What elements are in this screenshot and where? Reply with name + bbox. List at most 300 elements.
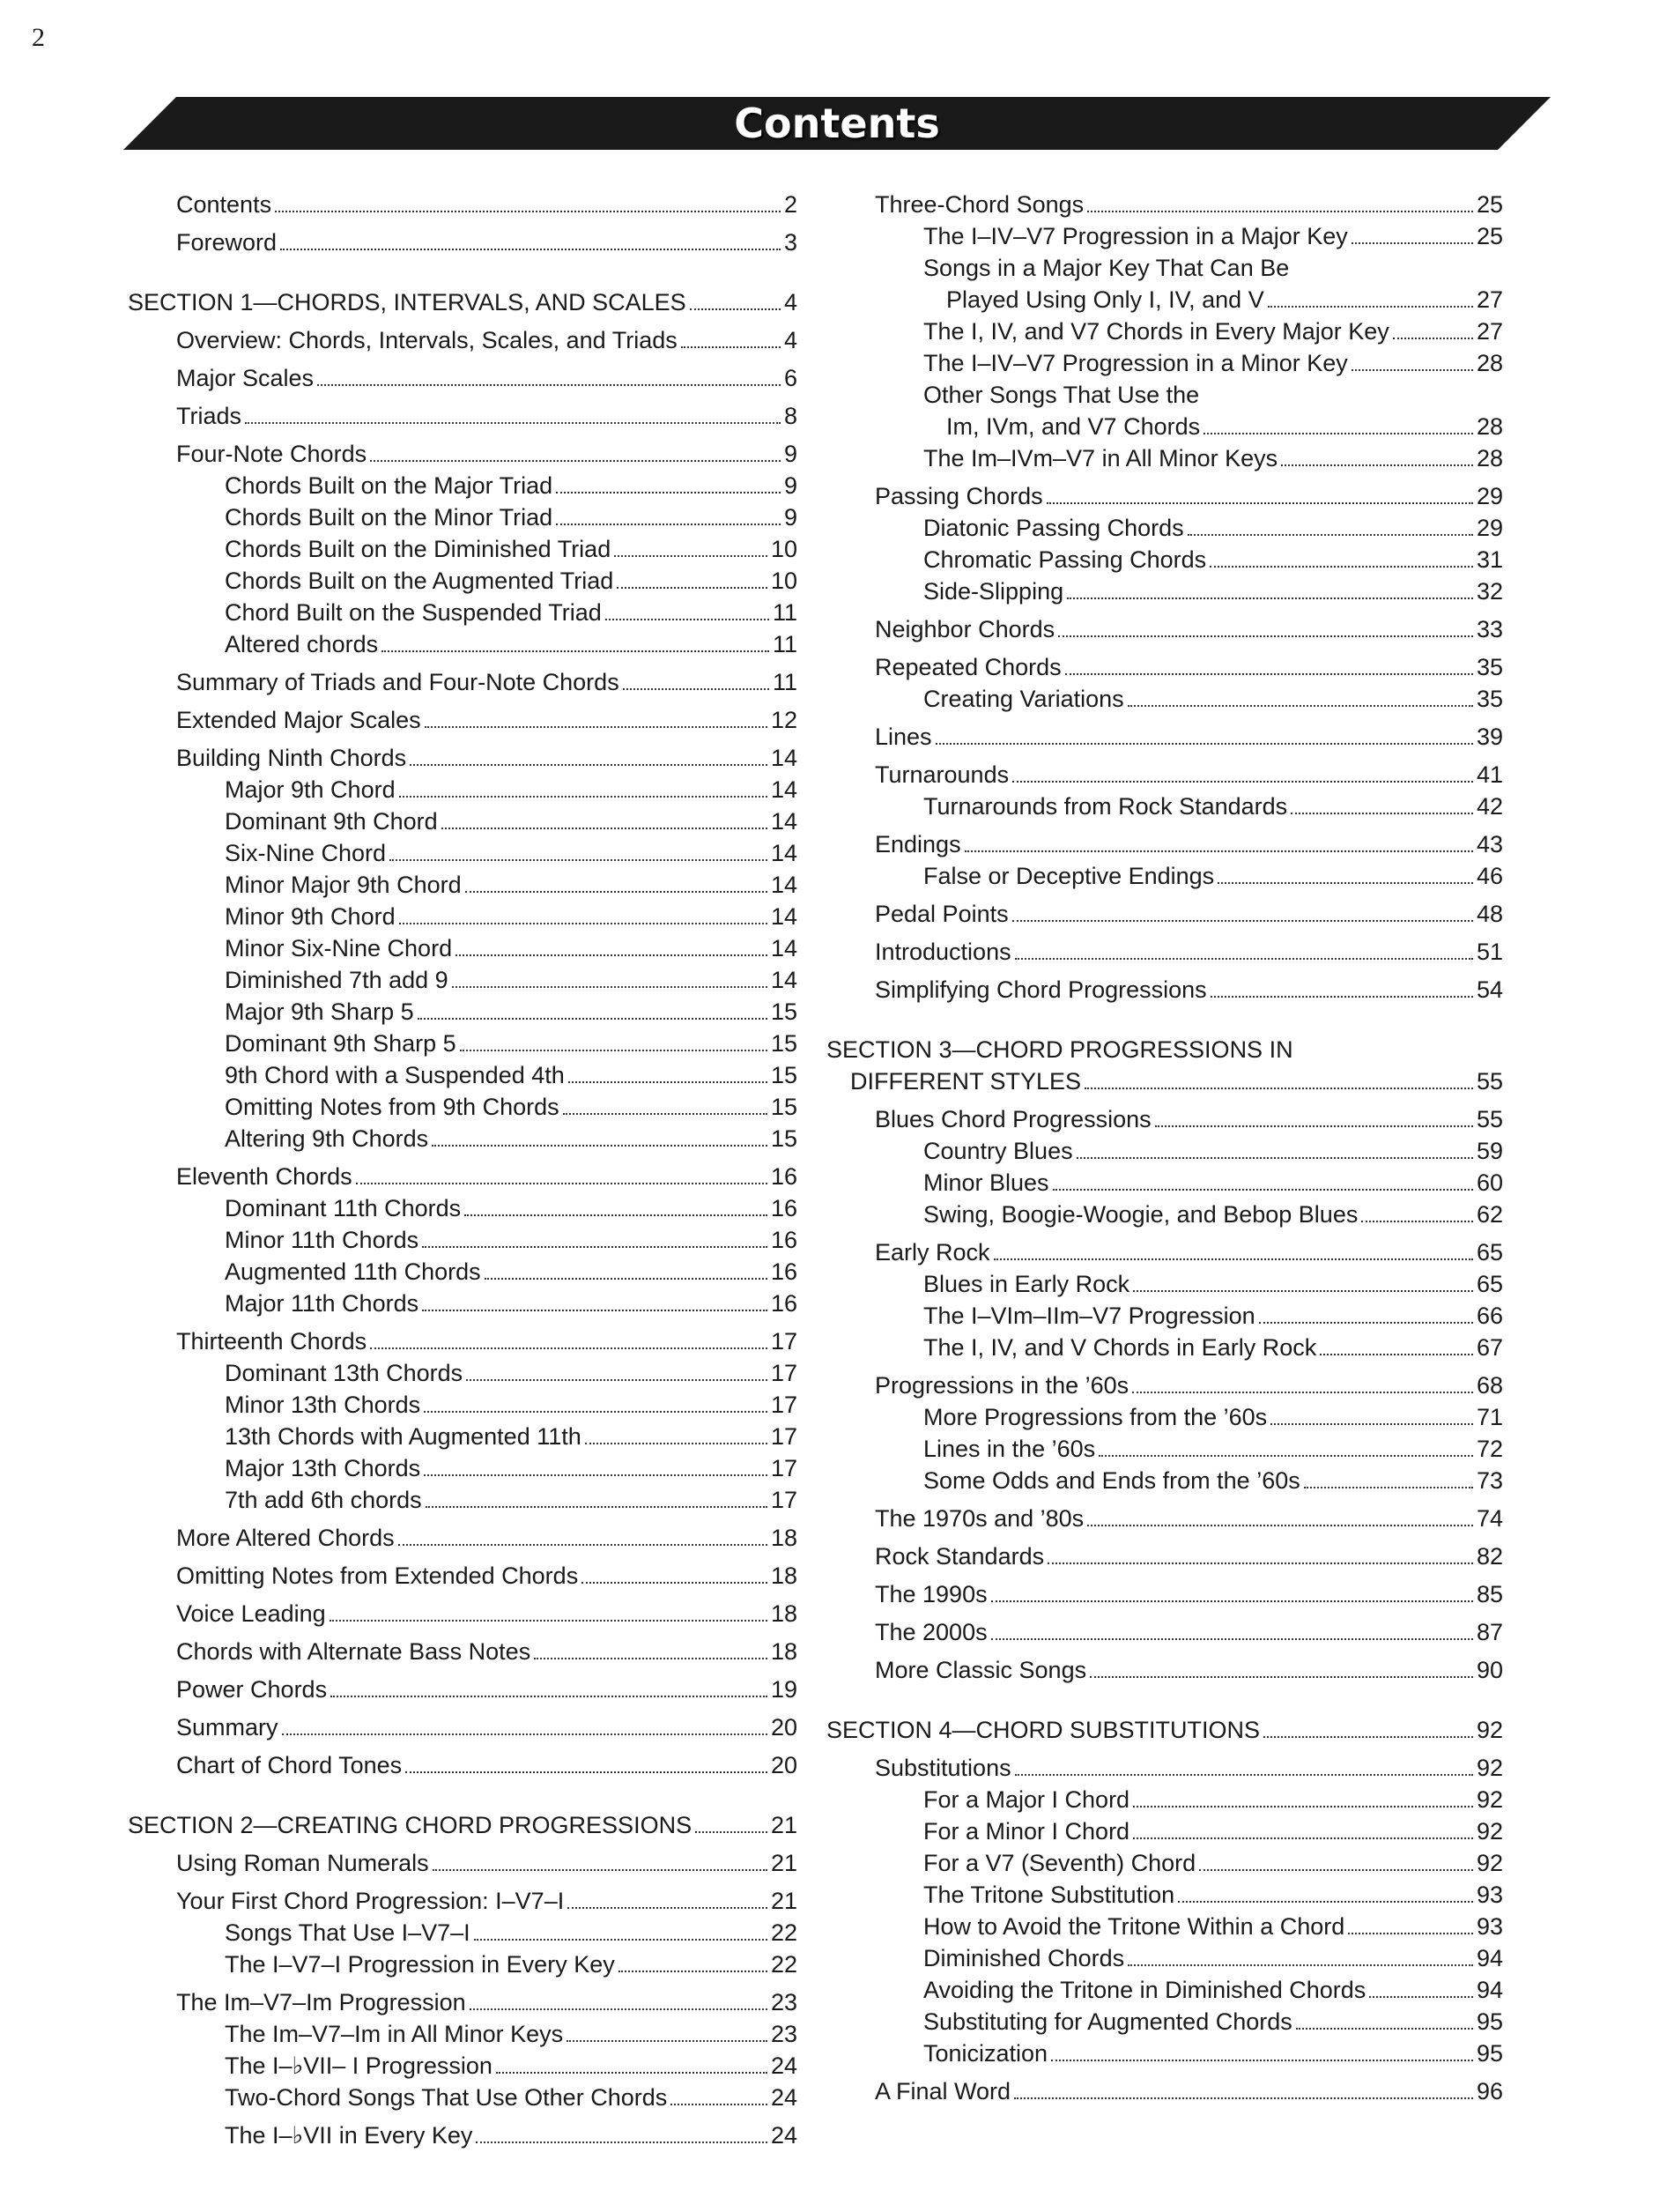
toc-page-number: 16 <box>770 1290 797 1317</box>
toc-page-number: 17 <box>770 1360 797 1386</box>
toc-entry[interactable] <box>826 1199 1503 1230</box>
dot-leader <box>605 619 769 620</box>
toc-page-number: 21 <box>770 1850 797 1876</box>
toc-entry[interactable] <box>826 480 1503 512</box>
dot-leader <box>422 1310 767 1311</box>
toc-entry[interactable] <box>826 936 1503 968</box>
toc-entry[interactable] <box>128 901 797 932</box>
toc-entry[interactable] <box>826 379 1503 411</box>
toc-entry[interactable] <box>826 613 1503 645</box>
toc-entry-title: Six-Nine Chord <box>225 840 387 866</box>
dot-leader <box>1012 781 1473 783</box>
toc-entry[interactable] <box>826 683 1503 715</box>
toc-entry-title: Diatonic Passing Chords <box>923 515 1184 541</box>
toc-entry[interactable] <box>826 1578 1503 1610</box>
dot-leader <box>1090 1676 1473 1678</box>
toc-entry[interactable] <box>128 1224 797 1256</box>
toc-entry-title: Lines <box>875 724 932 750</box>
toc-page-number: 95 <box>1476 2040 1503 2067</box>
toc-entry[interactable] <box>128 1028 797 1059</box>
toc-entry[interactable] <box>826 2075 1503 2107</box>
toc-entry[interactable] <box>826 1503 1503 1534</box>
toc-entry[interactable] <box>128 1421 797 1452</box>
toc-entry-title: Major 11th Chords <box>225 1290 419 1317</box>
toc-page-number: 29 <box>1476 483 1503 509</box>
toc-entry-title: Summary <box>176 1714 278 1741</box>
toc-entry-title: Side-Slipping <box>923 578 1064 605</box>
toc-entry[interactable] <box>128 932 797 964</box>
toc-entry[interactable] <box>128 1256 797 1288</box>
toc-entry[interactable] <box>128 2119 797 2151</box>
toc-entry-title: Omitting Notes from 9th Chords <box>225 1094 559 1120</box>
toc-entry[interactable] <box>128 1986 797 2018</box>
dot-leader <box>282 1733 767 1735</box>
dot-leader <box>994 1258 1473 1260</box>
toc-entry[interactable] <box>826 1300 1503 1332</box>
toc-page-number: 11 <box>772 669 797 695</box>
toc-entry-title: Major 9th Chord <box>225 776 396 803</box>
toc-entry-title: Tonicization <box>923 2040 1048 2067</box>
toc-entry-title: SECTION 4—CHORD SUBSTITUTIONS <box>826 1717 1261 1743</box>
toc-entry-title: The 2000s <box>875 1619 988 1645</box>
dot-leader <box>1053 1189 1473 1191</box>
toc-page-number: 17 <box>770 1392 797 1418</box>
toc-page-number: 35 <box>1476 686 1503 712</box>
toc-entry[interactable] <box>826 1847 1503 1879</box>
dot-leader <box>1210 566 1473 568</box>
toc-entry[interactable] <box>826 1911 1503 1942</box>
toc-entry[interactable] <box>128 400 797 432</box>
toc-entry[interactable] <box>826 974 1503 1006</box>
dot-leader <box>275 211 781 212</box>
toc-entry-title: The Tritone Substitution <box>923 1882 1175 1908</box>
dot-leader <box>1015 958 1473 960</box>
toc-entry-title: Chords Built on the Diminished Triad <box>225 536 611 562</box>
toc-entry[interactable] <box>826 1974 1503 2006</box>
dot-leader <box>485 1278 767 1280</box>
toc-entry-title: Turnarounds <box>875 761 1010 788</box>
toc-page-number: 60 <box>1476 1169 1503 1196</box>
toc-entry-title: For a V7 (Seventh) Chord <box>923 1850 1196 1876</box>
dot-leader <box>936 743 1473 745</box>
toc-entry[interactable] <box>826 721 1503 753</box>
toc-page-number: 9 <box>783 441 797 467</box>
toc-entry-title: SECTION 1—CHORDS, INTERVALS, AND SCALES <box>128 289 686 315</box>
toc-entry-title: The I–♭VII– I Progression <box>225 2052 493 2079</box>
toc-entry[interactable] <box>128 1674 797 1705</box>
toc-page-number: 28 <box>1476 350 1503 376</box>
toc-page-number: 14 <box>770 840 797 866</box>
toc-entry-title: Dominant 13th Chords <box>225 1360 463 1386</box>
toc-entry[interactable] <box>826 284 1503 315</box>
toc-entry-title: Extended Major Scales <box>176 707 421 733</box>
toc-entry[interactable] <box>128 704 797 736</box>
toc-entry[interactable] <box>128 1452 797 1484</box>
toc-entry[interactable] <box>826 1540 1503 1572</box>
toc-section-heading[interactable] <box>128 286 797 318</box>
toc-entry[interactable] <box>826 1433 1503 1465</box>
dot-leader <box>1218 882 1473 884</box>
toc-entry-title: Dominant 9th Chord <box>225 808 438 835</box>
toc-entry[interactable] <box>826 575 1503 607</box>
toc-entry-title: Omitting Notes from Extended Chords <box>176 1563 579 1589</box>
toc-entry[interactable] <box>826 252 1503 284</box>
dot-leader <box>556 492 781 494</box>
dot-leader <box>1047 502 1473 504</box>
dot-leader <box>370 1347 767 1349</box>
toc-entry[interactable] <box>128 1917 797 1948</box>
toc-entry[interactable] <box>826 1103 1503 1135</box>
toc-entry-title: 7th add 6th chords <box>225 1487 422 1513</box>
dot-leader <box>1067 598 1473 599</box>
dot-leader <box>1085 1087 1473 1089</box>
toc-entry[interactable] <box>128 2082 797 2113</box>
toc-entry-title: The Im–V7–Im in All Minor Keys <box>225 2021 564 2047</box>
toc-entry-title: Using Roman Numerals <box>176 1850 429 1876</box>
toc-section-heading[interactable] <box>826 1714 1503 1746</box>
toc-page-number: 28 <box>1476 413 1503 440</box>
toc-entry[interactable] <box>128 1885 797 1917</box>
toc-page-number: 16 <box>770 1227 797 1253</box>
toc-page-number: 12 <box>770 707 797 733</box>
toc-entry[interactable] <box>826 442 1503 474</box>
toc-entry-title: Im, IVm, and V7 Chords <box>946 413 1201 440</box>
toc-entry-title: Altering 9th Chords <box>225 1125 429 1152</box>
toc-entry-title: For a Minor I Chord <box>923 1818 1130 1845</box>
toc-entry[interactable] <box>128 1560 797 1592</box>
toc-entry[interactable] <box>128 869 797 901</box>
toc-page-number: 18 <box>770 1600 797 1627</box>
toc-entry[interactable] <box>128 324 797 356</box>
toc-page-number: 10 <box>770 536 797 562</box>
toc-page-number: 29 <box>1476 515 1503 541</box>
toc-page-number: 16 <box>770 1195 797 1221</box>
toc-entry[interactable] <box>128 1357 797 1389</box>
toc-entry-title: Four-Note Chords <box>176 441 367 467</box>
page-title: Contents <box>734 100 940 147</box>
toc-entry[interactable] <box>826 1268 1503 1300</box>
toc-entry-title: Country Blues <box>923 1138 1073 1164</box>
toc-entry-title: Eleventh Chords <box>176 1163 352 1190</box>
toc-page-number: 43 <box>1476 831 1503 857</box>
toc-entry[interactable] <box>128 501 797 533</box>
dot-leader <box>317 384 781 386</box>
toc-entry-title: Blues in Early Rock <box>923 1271 1130 1297</box>
dot-leader <box>534 1658 767 1659</box>
toc-page-number: 92 <box>1476 1717 1503 1743</box>
toc-entry[interactable] <box>128 1059 797 1091</box>
toc-entry[interactable] <box>128 533 797 565</box>
toc-entry[interactable] <box>128 226 797 258</box>
toc-entry[interactable] <box>826 1401 1503 1433</box>
toc-entry-title: Passing Chords <box>875 483 1043 509</box>
toc-entry-title: More Altered Chords <box>176 1525 395 1551</box>
toc-entry[interactable] <box>128 1192 797 1224</box>
toc-entry[interactable] <box>128 1091 797 1123</box>
toc-entry-title: Major 9th Sharp 5 <box>225 998 414 1025</box>
toc-page-number: 15 <box>770 1094 797 1120</box>
toc-entry[interactable] <box>826 512 1503 544</box>
toc-entry[interactable] <box>128 1484 797 1516</box>
toc-entry[interactable] <box>128 189 797 220</box>
dot-leader <box>496 2072 767 2074</box>
toc-page-number: 23 <box>770 1989 797 2015</box>
toc-entry[interactable] <box>128 1711 797 1743</box>
dot-leader <box>1204 433 1473 434</box>
dot-leader <box>1263 1736 1473 1738</box>
toc-entry[interactable] <box>826 315 1503 347</box>
toc-page-number: 14 <box>770 935 797 961</box>
toc-entry-title: The 1990s <box>875 1581 988 1607</box>
toc-entry-title: Chart of Chord Tones <box>176 1752 403 1778</box>
toc-page-number: 35 <box>1476 654 1503 680</box>
toc-entry-title: How to Avoid the Tritone Within a Chord <box>923 1913 1345 1940</box>
toc-page-number: 14 <box>770 776 797 803</box>
dot-leader <box>441 828 767 829</box>
dot-leader <box>1133 1290 1473 1292</box>
dot-leader <box>585 1443 767 1444</box>
toc-entry[interactable] <box>128 362 797 394</box>
toc-entry-title: Thirteenth Chords <box>176 1328 367 1355</box>
dot-leader <box>476 2141 767 2143</box>
toc-page-number: 96 <box>1476 2078 1503 2104</box>
toc-page-number: 93 <box>1476 1913 1503 1940</box>
toc-entry[interactable] <box>826 347 1503 379</box>
toc-entry[interactable] <box>128 438 797 470</box>
toc-entry[interactable] <box>128 628 797 660</box>
toc-page-number: 67 <box>1476 1334 1503 1361</box>
toc-entry-title: Repeated Chords <box>875 654 1062 680</box>
toc-entry[interactable] <box>128 1325 797 1357</box>
toc-entry-title: Two-Chord Songs That Use Other Chords <box>225 2084 668 2111</box>
toc-page-number: 24 <box>770 2052 797 2079</box>
toc-page-number: 14 <box>770 872 797 898</box>
dot-leader <box>1259 1322 1473 1324</box>
toc-page-number: 39 <box>1476 724 1503 750</box>
toc-entry[interactable] <box>128 742 797 774</box>
dot-leader <box>1393 338 1473 339</box>
dot-leader <box>991 1638 1473 1640</box>
toc-page-number: 9 <box>783 472 797 499</box>
toc-entry[interactable] <box>826 759 1503 791</box>
dot-leader <box>1320 1354 1473 1355</box>
dot-leader <box>1281 464 1473 466</box>
toc-entry-title: Pedal Points <box>875 901 1009 927</box>
toc-entry[interactable] <box>128 565 797 597</box>
toc-entry-title: 13th Chords with Augmented 11th <box>225 1423 581 1450</box>
toc-entry[interactable] <box>826 860 1503 892</box>
toc-page-number: 32 <box>1476 578 1503 605</box>
toc-entry[interactable] <box>826 1942 1503 1974</box>
dot-leader <box>465 891 767 893</box>
toc-entry-title: More Progressions from the ’60s <box>923 1404 1268 1430</box>
toc-entry[interactable] <box>128 837 797 869</box>
toc-page-number: 27 <box>1476 318 1503 345</box>
toc-entry-title: Progressions in the ’60s <box>875 1372 1129 1399</box>
dot-leader <box>965 850 1473 852</box>
dot-leader <box>433 1869 767 1871</box>
dot-leader <box>681 346 781 348</box>
toc-entry[interactable] <box>826 1332 1503 1363</box>
toc-page-number: 87 <box>1476 1619 1503 1645</box>
toc-page-number: 9 <box>783 504 797 531</box>
toc-page-number: 24 <box>770 2122 797 2149</box>
dot-leader <box>452 986 767 988</box>
toc-entry[interactable] <box>128 1636 797 1667</box>
toc-entry-title: Power Chords <box>176 1676 328 1703</box>
toc-entry-title: Dominant 11th Chords <box>225 1195 462 1221</box>
toc-entry[interactable] <box>128 666 797 698</box>
dot-leader <box>1352 369 1473 371</box>
toc-page-number: 17 <box>770 1328 797 1355</box>
toc-right-column <box>826 189 1503 2107</box>
toc-entry-title: Major 13th Chords <box>225 1455 421 1481</box>
toc-entry[interactable] <box>128 470 797 501</box>
toc-entry-title: Diminished 7th add 9 <box>225 967 448 993</box>
toc-page-number: 16 <box>770 1258 797 1285</box>
toc-entry[interactable] <box>826 411 1503 442</box>
toc-page-number: 19 <box>770 1676 797 1703</box>
toc-page-number: 55 <box>1476 1068 1503 1095</box>
toc-page-number: 17 <box>770 1423 797 1450</box>
dot-leader <box>1087 211 1473 212</box>
toc-entry-title: SECTION 3—CHORD PROGRESSIONS IN <box>826 1036 1293 1063</box>
dot-leader <box>1304 1487 1473 1488</box>
toc-entry[interactable] <box>826 2006 1503 2038</box>
toc-entry[interactable] <box>826 2038 1503 2069</box>
dot-leader <box>1099 1455 1473 1457</box>
dot-leader <box>670 2104 767 2105</box>
toc-entry[interactable] <box>826 220 1503 252</box>
toc-entry-title: Rock Standards <box>875 1543 1045 1570</box>
toc-entry-title: More Classic Songs <box>875 1657 1087 1683</box>
toc-entry[interactable] <box>128 597 797 628</box>
toc-entry-title: Chords Built on the Augmented Triad <box>225 568 614 594</box>
dot-leader <box>425 726 767 728</box>
toc-entry[interactable] <box>128 1389 797 1421</box>
dot-leader <box>426 1506 767 1508</box>
toc-entry-title: Contents <box>176 191 272 218</box>
toc-page-number: 20 <box>770 1714 797 1741</box>
dot-leader <box>470 2008 767 2010</box>
toc-page-number: 2 <box>783 191 797 218</box>
toc-entry[interactable] <box>826 898 1503 930</box>
toc-entry[interactable] <box>128 996 797 1028</box>
toc-entry-title: Played Using Only I, IV, and V <box>946 286 1264 313</box>
toc-entry[interactable] <box>128 1847 797 1879</box>
toc-entry[interactable] <box>826 1370 1503 1401</box>
toc-entry[interactable] <box>128 1522 797 1554</box>
toc-entry[interactable] <box>128 805 797 837</box>
toc-entry[interactable] <box>128 1749 797 1781</box>
toc-entry[interactable] <box>826 1465 1503 1496</box>
dot-leader <box>991 1600 1473 1602</box>
toc-entry[interactable] <box>826 1752 1503 1784</box>
toc-entry-title: Early Rock <box>875 1239 990 1266</box>
toc-entry-title: Chord Built on the Suspended Triad <box>225 599 602 626</box>
toc-section-heading[interactable] <box>826 1034 1503 1065</box>
dot-leader <box>1211 996 1473 998</box>
toc-entry[interactable] <box>826 1616 1503 1648</box>
toc-page-number: 25 <box>1476 191 1503 218</box>
dot-leader <box>398 1544 767 1546</box>
dot-leader <box>567 1907 767 1909</box>
toc-page-number: 90 <box>1476 1657 1503 1683</box>
toc-section-heading[interactable] <box>826 1065 1503 1097</box>
dot-leader <box>1155 1125 1473 1127</box>
toc-entry-title: 9th Chord with a Suspended 4th <box>225 1062 565 1088</box>
toc-entry[interactable] <box>826 1879 1503 1911</box>
dot-leader <box>1361 1221 1473 1222</box>
toc-entry[interactable] <box>128 1161 797 1192</box>
toc-entry[interactable] <box>128 1598 797 1629</box>
toc-entry-title: Swing, Boogie-Woogie, and Bebop Blues <box>923 1201 1359 1228</box>
toc-entry-title: Major Scales <box>176 365 315 391</box>
toc-entry-title: Turnarounds from Rock Standards <box>923 793 1288 820</box>
toc-page-number: 48 <box>1476 901 1503 927</box>
toc-entry[interactable] <box>128 1123 797 1154</box>
toc-page-number: 15 <box>770 1062 797 1088</box>
toc-entry-title: The Im–IVm–V7 in All Minor Keys <box>923 445 1278 471</box>
toc-page-number: 28 <box>1476 445 1503 471</box>
toc-entry[interactable] <box>826 189 1503 220</box>
toc-page-number: 11 <box>772 631 797 657</box>
toc-page-number: 68 <box>1476 1372 1503 1399</box>
toc-entry[interactable] <box>826 1784 1503 1815</box>
toc-entry[interactable] <box>826 791 1503 822</box>
toc-entry[interactable] <box>128 1948 797 1980</box>
dot-leader <box>280 249 781 250</box>
toc-page-number: 16 <box>770 1163 797 1190</box>
toc-page-number: 41 <box>1476 761 1503 788</box>
toc-section-heading[interactable] <box>128 1809 797 1841</box>
toc-entry-title: Minor 9th Chord <box>225 903 396 930</box>
toc-entry-title: Diminished Chords <box>923 1945 1125 1971</box>
toc-entry-title: Chords with Alternate Bass Notes <box>176 1638 531 1665</box>
toc-left-column <box>128 189 797 2151</box>
toc-entry[interactable] <box>826 828 1503 860</box>
toc-page-number: 94 <box>1476 1945 1503 1971</box>
toc-page-number: 21 <box>770 1812 797 1838</box>
dot-leader <box>474 1939 767 1941</box>
toc-entry[interactable] <box>826 1236 1503 1268</box>
toc-page-number: 33 <box>1476 616 1503 642</box>
toc-entry[interactable] <box>128 774 797 805</box>
toc-entry[interactable] <box>128 2018 797 2050</box>
toc-entry[interactable] <box>826 544 1503 575</box>
dot-leader <box>1051 2060 1473 2061</box>
toc-page-number: 20 <box>770 1752 797 1778</box>
toc-page-number: 72 <box>1476 1436 1503 1462</box>
toc-entry[interactable] <box>128 1288 797 1319</box>
dot-leader <box>464 1214 767 1216</box>
toc-entry-title: The I–♭VII in Every Key <box>225 2122 473 2149</box>
toc-entry[interactable] <box>826 1654 1503 1686</box>
dot-leader <box>356 1183 767 1184</box>
toc-entry[interactable] <box>128 964 797 996</box>
toc-entry[interactable] <box>826 1167 1503 1199</box>
toc-entry[interactable] <box>826 1135 1503 1167</box>
toc-entry[interactable] <box>128 2050 797 2082</box>
toc-entry[interactable] <box>826 1815 1503 1847</box>
dot-leader <box>1268 306 1473 308</box>
toc-entry[interactable] <box>826 651 1503 683</box>
toc-page-number: 59 <box>1476 1138 1503 1164</box>
toc-page-number: 93 <box>1476 1882 1503 1908</box>
dot-leader <box>1048 1563 1473 1564</box>
toc-entry-title: SECTION 2—CREATING CHORD PROGRESSIONS <box>128 1812 692 1838</box>
toc-entry-title: Chords Built on the Minor Triad <box>225 504 553 531</box>
